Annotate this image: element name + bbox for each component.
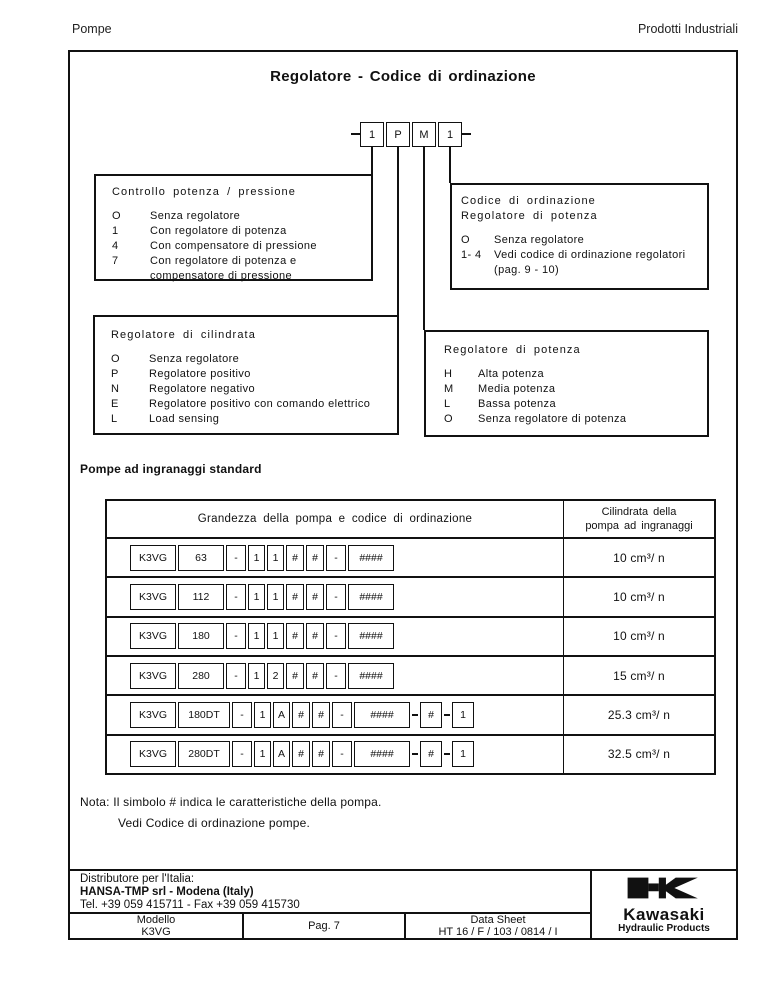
item-label: Senza regolatore: [494, 234, 585, 246]
item-code: E: [111, 398, 119, 410]
panel-controllo-potenza-pressione: [94, 174, 373, 281]
kawasaki-sub-text: Hydraulic Products: [618, 923, 710, 934]
pump-code-cell: [107, 618, 564, 655]
datasheet-label: Data Sheet: [470, 914, 526, 926]
panel-title: Regolatore di cilindrata: [111, 329, 256, 341]
segment-connector: [412, 753, 418, 755]
distributor-line2: HANSA-TMP srl - Modena (Italy): [80, 886, 254, 898]
code-box-2: P: [386, 122, 410, 147]
model-value: K3VG: [141, 926, 171, 938]
code-segment-extra: #: [420, 741, 442, 767]
kawasaki-rivermark-icon: [624, 875, 704, 906]
panel-item: [112, 224, 363, 239]
code-segment: -: [226, 584, 246, 610]
code-segment: -: [226, 545, 246, 571]
panel-codice-ordinazione-regolatore: [450, 183, 709, 290]
item-code: L: [444, 398, 451, 410]
panel-item: [444, 382, 701, 397]
code-segment: -: [332, 702, 352, 728]
panel-item: [444, 397, 701, 412]
item-label: Senza regolatore: [149, 353, 240, 365]
code-segment: -: [332, 741, 352, 767]
item-code: O: [112, 210, 121, 222]
panel-regolatore-cilindrata: [93, 315, 399, 435]
displacement-cell: 10 cm³/ n: [613, 629, 665, 644]
panel-item: [111, 412, 391, 427]
code-segment: 1: [248, 663, 265, 689]
distributor-info: [70, 871, 590, 912]
item-label: Regolatore positivo: [149, 368, 251, 380]
code-segment: ####: [348, 623, 394, 649]
panel-item: [111, 367, 391, 382]
code-segment: -: [232, 702, 252, 728]
item-code: [112, 269, 150, 284]
panel-item: [112, 239, 363, 254]
pump-code-strip: [130, 545, 394, 571]
code-segment: 280DT: [178, 741, 230, 767]
pump-code-strip: [130, 702, 474, 728]
code-segment: ####: [354, 702, 410, 728]
model-label: Modello: [136, 914, 176, 926]
pump-code-strip: [130, 623, 394, 649]
pump-code-cell: [107, 696, 564, 733]
item-label: Con regolatore di potenza: [150, 225, 287, 237]
code-segment: -: [226, 623, 246, 649]
item-label: Senza regolatore: [150, 210, 241, 222]
panel-item: [444, 412, 701, 427]
item-label: Media potenza: [478, 383, 556, 395]
col-header-line2: pompa ad ingranaggi: [585, 520, 693, 532]
pump-code-cell: [107, 578, 564, 615]
item-label: Con compensatore di pressione: [150, 240, 317, 252]
item-label: Regolatore positivo con comando elettrico: [149, 398, 371, 410]
item-code: P: [111, 368, 119, 380]
table-row: [107, 696, 714, 735]
panel-item: [461, 263, 703, 278]
code-segment: -: [326, 663, 346, 689]
col-header-cilindrata: [564, 501, 714, 537]
code-segment: #: [286, 663, 304, 689]
code-segment: 1: [248, 545, 265, 571]
panel-item: [112, 269, 363, 284]
code-segment: 1: [248, 584, 265, 610]
code-box-1: 1: [360, 122, 384, 147]
code-segment: K3VG: [130, 663, 176, 689]
connector-line-4: [449, 147, 451, 183]
page-title: Regolatore - Codice di ordinazione: [270, 68, 536, 85]
page-number-cell: [244, 914, 406, 938]
kawasaki-brand-text: Kawasaki: [623, 905, 705, 924]
segment-connector: [444, 714, 450, 716]
item-code: O: [461, 234, 470, 246]
item-code: L: [111, 413, 118, 425]
code-segment: #: [312, 702, 330, 728]
code-segment: #: [306, 623, 324, 649]
code-segment: 1: [267, 545, 284, 571]
panel-item: [461, 233, 703, 248]
code-segment: -: [232, 741, 252, 767]
panel-item: [111, 382, 391, 397]
code-right-tick: [462, 133, 471, 135]
code-segment: #: [312, 741, 330, 767]
item-label: Regolatore negativo: [149, 383, 256, 395]
code-segment: K3VG: [130, 584, 176, 610]
code-segment: ####: [348, 545, 394, 571]
item-label: Vedi codice di ordinazione regolatori: [494, 249, 686, 261]
page-number: Pag. 7: [308, 920, 340, 932]
item-label: compensatore di pressione: [150, 270, 293, 282]
code-segment: K3VG: [130, 702, 176, 728]
item-label: Bassa potenza: [478, 398, 556, 410]
code-segment: #: [286, 623, 304, 649]
datasheet-value: HT 16 / F / 103 / 0814 / I: [438, 926, 558, 938]
code-segment: A: [273, 741, 290, 767]
code-segment-extra: 1: [452, 702, 474, 728]
code-segment: 2: [267, 663, 284, 689]
code-segment: ####: [354, 741, 410, 767]
footer-bottom-row: [70, 912, 590, 938]
table-row: [107, 657, 714, 696]
note-line2: Vedi Codice di ordinazione pompe.: [118, 816, 311, 830]
code-segment: K3VG: [130, 623, 176, 649]
panel-item: [112, 254, 363, 269]
segment-connector: [412, 714, 418, 716]
code-segment: -: [326, 584, 346, 610]
segment-connector: [444, 753, 450, 755]
item-label: Load sensing: [149, 413, 220, 425]
code-segment: #: [306, 584, 324, 610]
item-code: [461, 263, 494, 278]
code-segment: 1: [267, 584, 284, 610]
item-code: O: [444, 413, 453, 425]
connector-line-1: [371, 147, 373, 174]
code-segment: 1: [267, 623, 284, 649]
code-segment: #: [292, 702, 310, 728]
footer-left: [70, 871, 590, 938]
panel-item: [111, 352, 391, 367]
code-segment: #: [286, 584, 304, 610]
item-code: 1- 4: [461, 249, 482, 261]
col-header-grandezza: Grandezza della pompa e codice di ordinazione: [107, 501, 564, 537]
code-left-tick: [351, 133, 360, 135]
pumps-section-title: Pompe ad ingranaggi standard: [80, 462, 262, 476]
item-code: M: [444, 383, 454, 395]
item-label: (pag. 9 - 10): [494, 264, 560, 276]
item-code: H: [444, 368, 453, 380]
displacement-cell: 15 cm³/ n: [613, 668, 665, 683]
code-segment: 180DT: [178, 702, 230, 728]
code-segment: 180: [178, 623, 224, 649]
item-label: Senza regolatore di potenza: [478, 413, 627, 425]
item-code: 7: [112, 255, 119, 267]
code-segment: 112: [178, 584, 224, 610]
code-segment: 1: [248, 623, 265, 649]
page-frame: [68, 50, 738, 940]
header-left-label: Pompe: [72, 22, 112, 36]
footer: [70, 869, 736, 938]
panel-item: [461, 248, 703, 263]
code-segment-extra: #: [420, 702, 442, 728]
connector-line-2: [397, 147, 399, 315]
code-segment: #: [292, 741, 310, 767]
pump-code-strip: [130, 663, 394, 689]
code-segment: -: [326, 545, 346, 571]
spacer: [461, 224, 703, 233]
table-row: [107, 578, 714, 617]
datasheet-cell: [406, 914, 590, 938]
item-label: Alta potenza: [478, 368, 544, 380]
pump-code-strip: [130, 741, 474, 767]
item-code: N: [111, 383, 120, 395]
pump-code-cell: [107, 736, 564, 773]
distributor-line1: Distributore per l'Italia:: [80, 873, 195, 885]
code-segment: #: [306, 545, 324, 571]
table-row: [107, 618, 714, 657]
table-header-row: [107, 501, 714, 539]
displacement-cell: 25.3 cm³/ n: [607, 707, 671, 722]
displacement-cell: 10 cm³/ n: [613, 550, 665, 565]
code-box-4: 1: [438, 122, 462, 147]
code-segment: ####: [348, 663, 394, 689]
code-segment: #: [306, 663, 324, 689]
code-segment: #: [286, 545, 304, 571]
kawasaki-logo-box: [590, 871, 736, 938]
item-label: Con regolatore di potenza e: [150, 255, 297, 267]
panel-regolatore-potenza: [424, 330, 709, 437]
code-segment: K3VG: [130, 545, 176, 571]
code-segment: 63: [178, 545, 224, 571]
pump-code-strip: [130, 584, 394, 610]
ordering-code-boxes: [360, 122, 462, 147]
code-segment-extra: 1: [452, 741, 474, 767]
code-segment: 280: [178, 663, 224, 689]
distributor-line3: Tel. +39 059 415711 - Fax +39 059 415730: [80, 899, 300, 911]
panel-title: Controllo potenza / pressione: [112, 186, 296, 198]
panel-item: [111, 397, 391, 412]
pump-code-cell: [107, 539, 564, 576]
model-cell: [70, 914, 244, 938]
code-segment: ####: [348, 584, 394, 610]
code-segment: -: [326, 623, 346, 649]
code-box-3: M: [412, 122, 436, 147]
table-row: [107, 539, 714, 578]
panel-title-line2: Regolatore di potenza: [461, 210, 598, 222]
displacement-cell: 10 cm³/ n: [613, 589, 665, 604]
item-code: 4: [112, 240, 119, 252]
connector-line-3: [423, 147, 425, 330]
code-segment: A: [273, 702, 290, 728]
pumps-table: [105, 499, 716, 775]
code-segment: 1: [254, 741, 271, 767]
code-segment: -: [226, 663, 246, 689]
item-code: 1: [112, 225, 119, 237]
panel-title: Regolatore di potenza: [444, 344, 581, 356]
header-right-label: Prodotti Industriali: [637, 22, 738, 36]
code-segment: 1: [254, 702, 271, 728]
col-header-line1: Cilindrata della: [601, 506, 677, 518]
item-code: O: [111, 353, 120, 365]
panel-item: [112, 209, 363, 224]
panel-item: [444, 367, 701, 382]
panel-title-line1: Codice di ordinazione: [461, 195, 596, 207]
note-line1: Nota: Il simbolo # indica le caratteristiche della pompa.: [80, 795, 382, 809]
table-row: [107, 736, 714, 773]
pump-code-cell: [107, 657, 564, 694]
displacement-cell: 32.5 cm³/ n: [607, 747, 671, 762]
code-segment: K3VG: [130, 741, 176, 767]
